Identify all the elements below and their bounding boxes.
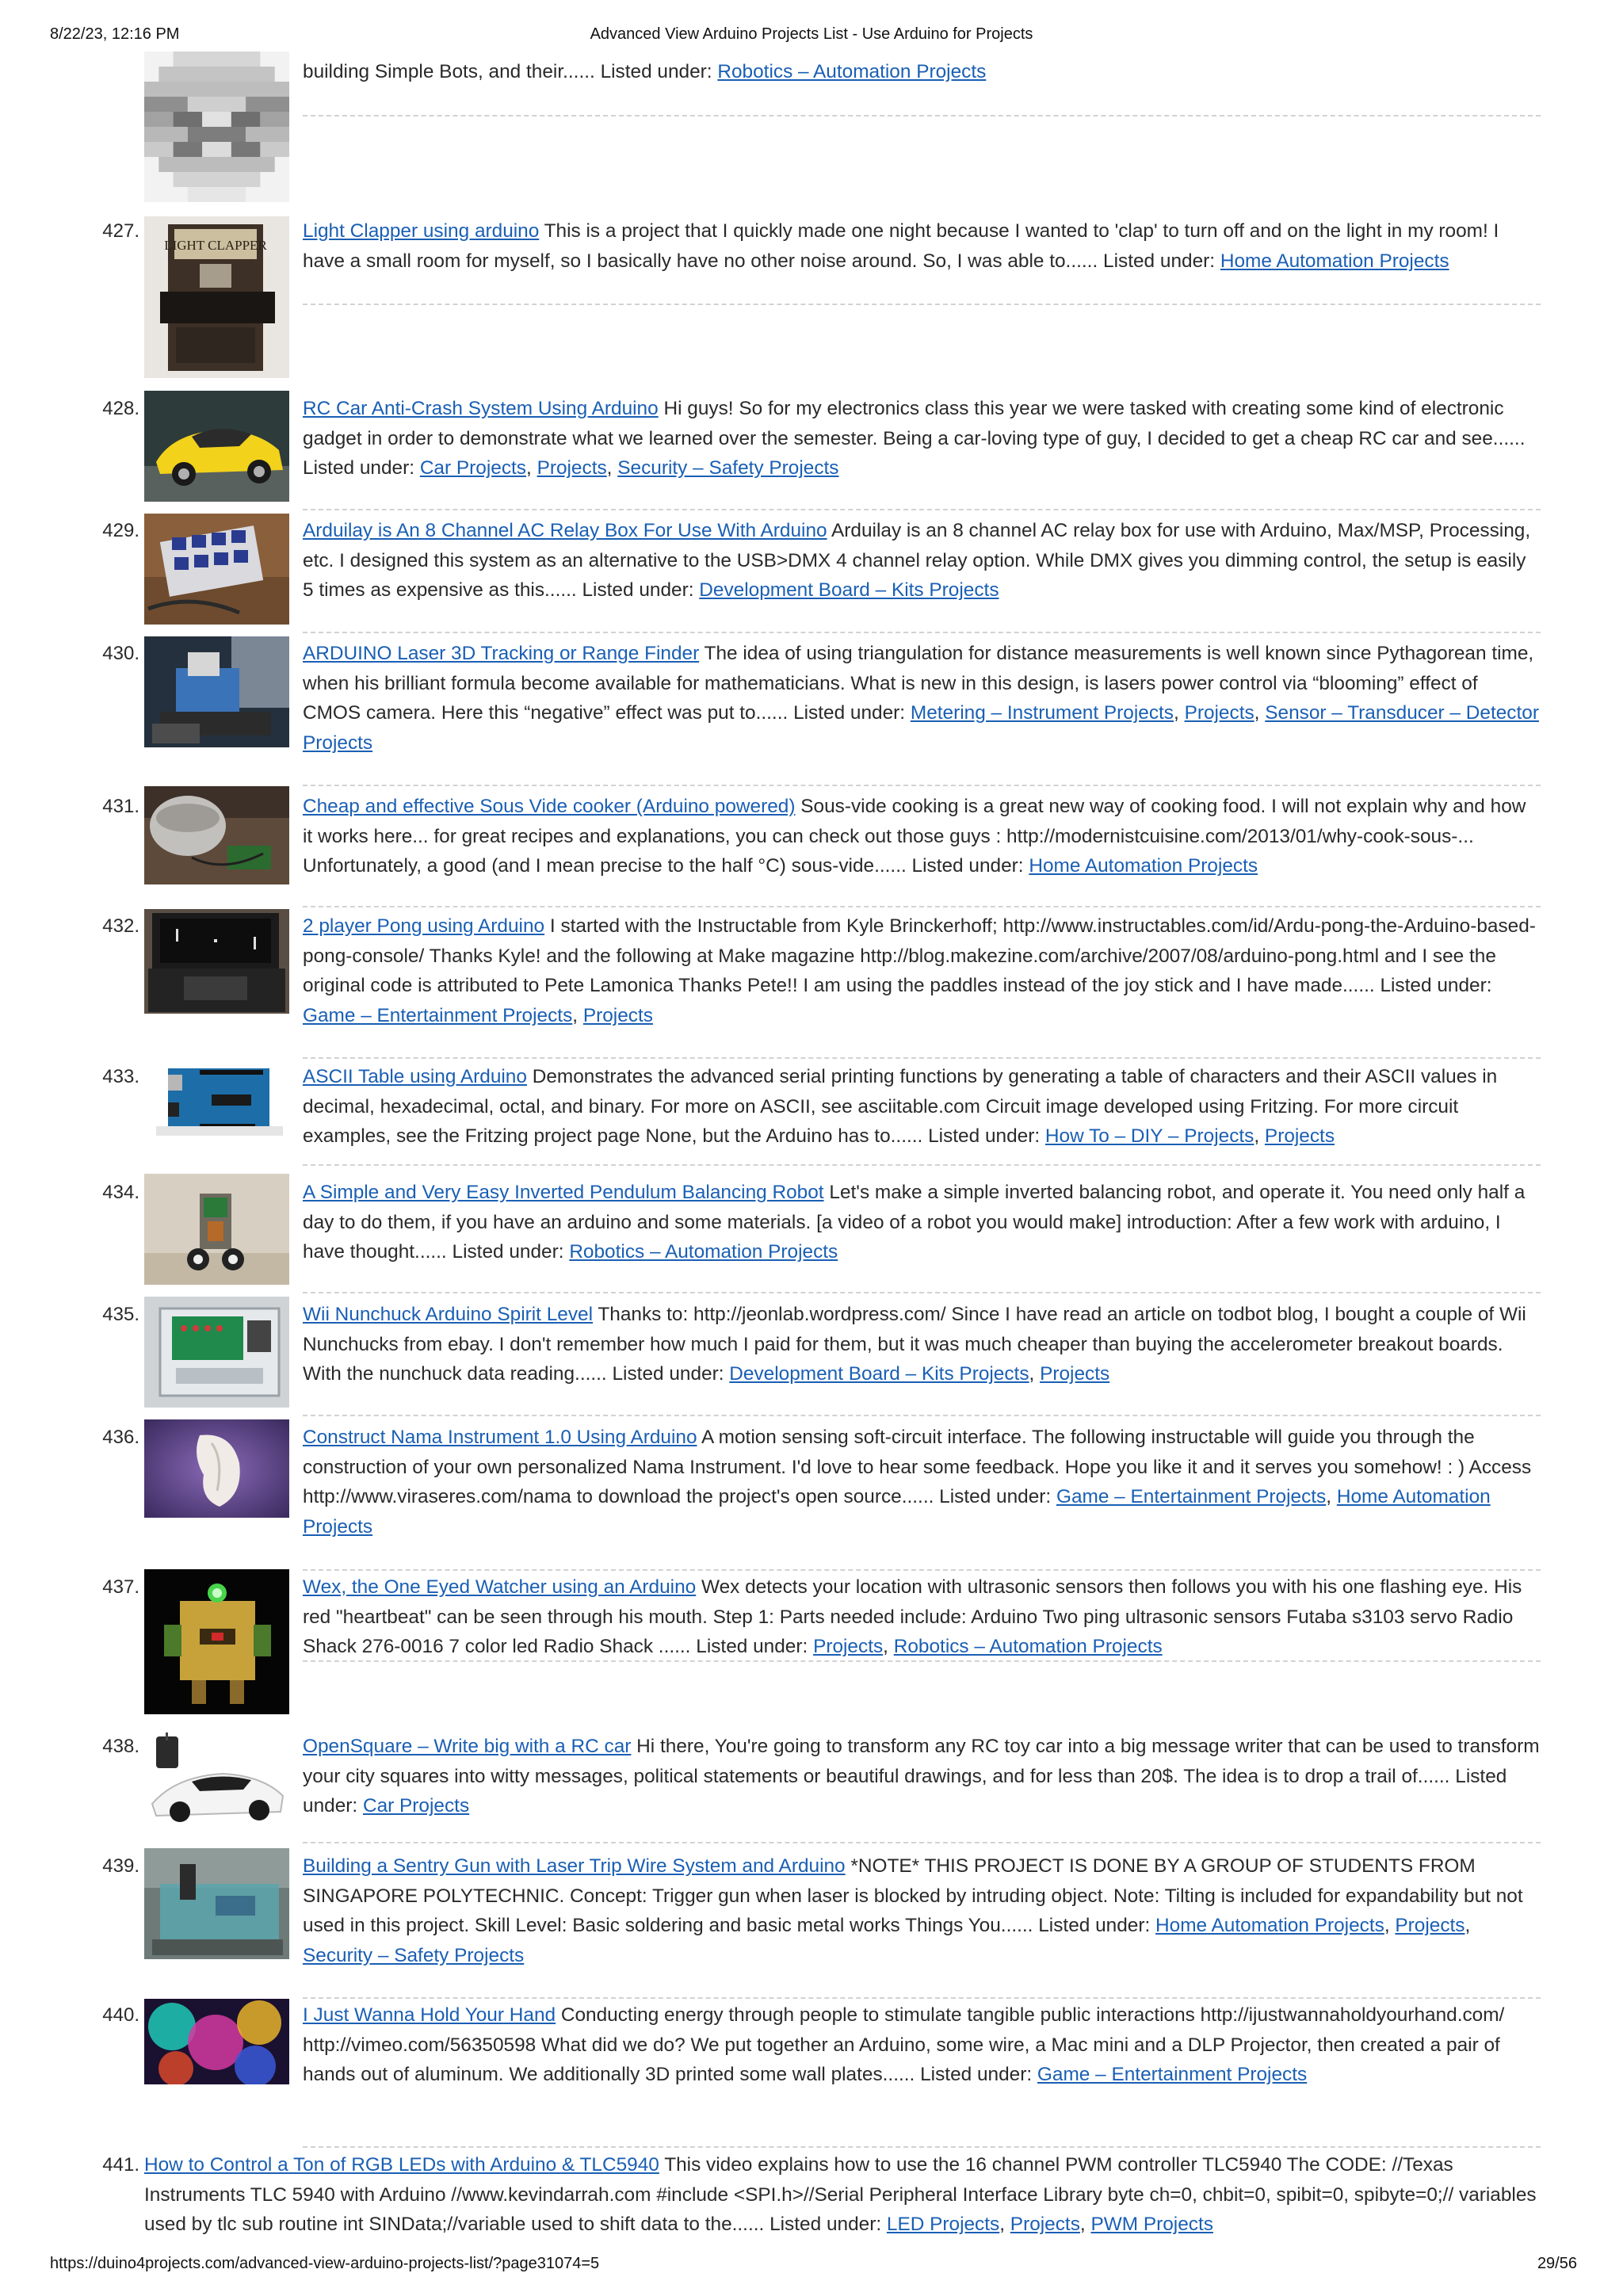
category-link[interactable]: Security – Safety Projects	[617, 457, 839, 479]
category-link[interactable]: PWM Projects	[1090, 2214, 1213, 2236]
svg-text:LIGHT CLAPPER: LIGHT CLAPPER	[164, 238, 267, 253]
entry-thumbnail[interactable]	[144, 909, 289, 1014]
entry-number: 436.	[102, 1427, 139, 1448]
category-link[interactable]: Robotics – Automation Projects	[893, 1636, 1163, 1658]
category-link[interactable]: Robotics – Automation Projects	[569, 1241, 838, 1263]
entry-description: Thanks to: http://jeonlab.wordpress.com/ Since I have read an article on todbot blog, I bought a couple of Wii Nunchucks from ebay. I don't remember how much I paid for them, but it was much cheaper than buying the accelerometer breakout boards. With the nunchuck data reading......	[303, 1304, 1526, 1385]
page-title: Advanced View Arduino Projects List - Use Arduino for Projects	[590, 25, 1033, 43]
listed-under-label: Listed under:	[452, 1241, 564, 1263]
entry-description: Wex detects your location with ultrasonic sensors then follows you with his one flashing eye. His red "heartbeat" can be seen through his mouth. Step 1: Parts needed include: Arduino Two ping ultrasonic sensors Futaba s3103 servo Radio Shack 276-0016 7 color led Radio Shack ......	[303, 1576, 1522, 1658]
entry-description: Conducting energy through people to stimulate tangible public interactions http://ijustwannaholdyourhand.com/ http://vimeo.com/56350598 What did we do? We put together an Arduino, some wire, a Mac mini and a DLP Projector, then created a pair of hands out of aluminum. We additionally 3D printed some wall plates......	[303, 2004, 1505, 2086]
entry-title-link[interactable]: 2 player Pong using Arduino	[303, 915, 545, 937]
entry-thumbnail[interactable]	[144, 1059, 289, 1138]
print-header	[0, 25, 1623, 49]
entry-description: building Simple Bots, and their......	[303, 61, 595, 82]
listed-under-label: Listed under:	[582, 579, 694, 602]
sentry-gun-photo	[144, 1848, 289, 1959]
entry-title-link[interactable]: A Simple and Very Easy Inverted Pendulum Balancing Robot	[303, 1182, 824, 1203]
print-date: 8/22/23, 12:16 PM	[50, 25, 180, 43]
entry-number: 433.	[102, 1066, 139, 1087]
balancing-robot-photo	[144, 1174, 289, 1285]
entry-title-link[interactable]: RC Car Anti-Crash System Using Arduino	[303, 398, 659, 419]
entry-number: 434.	[102, 1182, 139, 1203]
entry-number: 429.	[102, 520, 139, 541]
category-link[interactable]: Car Projects	[362, 1795, 470, 1817]
entry-description: Hi guys! So for my electronics class this year we were tasked with creating some kind of electronic gadget in order to demonstrate what we learned over the semester. Being a car-loving type of guy, I decided to get a cheap RC car and see......	[303, 398, 1526, 449]
entry-thumbnail[interactable]	[144, 786, 289, 884]
category-link[interactable]: LED Projects	[886, 2214, 1000, 2236]
divider	[303, 115, 1541, 117]
tv-pong-photo	[144, 909, 289, 1014]
entry-description: This video explains how to use the 16 channel PWM controller TLC5940 The CODE: //Texas Instruments TLC 5940 with Arduino //www.kevindarrah.com #include <SPI.h>//Serial Peripheral Interface Library byte ch=0, chbit=0, spibit=0, spibyte=0;// variables used by tlc sub routine int SINData;//variable used to shift data to the......	[144, 2154, 1537, 2236]
entry-title-link[interactable]: Cheap and effective Sous Vide cooker (Arduino powered)	[303, 796, 796, 817]
listed-under-label: Listed under:	[793, 702, 906, 724]
entry-description: Hi there, You're going to transform any RC toy car into a big message writer that can be used to transform your city squares into witty messages, political statements or beautiful drawings, and for less than 20$. The idea is to drop a trail of......	[303, 1736, 1540, 1787]
category-link[interactable]: Projects	[1184, 702, 1254, 724]
category-link[interactable]: Car Projects	[419, 457, 526, 479]
listed-under-label: Listed under:	[769, 2214, 882, 2236]
page-number: 29/56	[1537, 2255, 1577, 2272]
entry-title-link[interactable]: How to Control a Ton of RGB LEDs with Arduino & TLC5940	[144, 2154, 659, 2176]
entry-thumbnail[interactable]	[144, 1848, 289, 1959]
category-link[interactable]: Projects	[582, 1004, 653, 1026]
entry-description: A motion sensing soft-circuit interface. The following instructable will guide you through the construction of your own personalized Nama Instrument. I'd love to hear some feedback. Hope you like it and it serves you somehow! : ) Access http://www.viraseres.com/nama to download the project's open source......	[303, 1427, 1532, 1508]
divider	[303, 1660, 1541, 1662]
listed-under-label: Listed under:	[920, 2064, 1033, 2086]
entry-title-link[interactable]: Arduilay is An 8 Channel AC Relay Box For Use With Arduino	[303, 520, 827, 541]
entry-number: 432.	[102, 915, 139, 937]
category-link[interactable]: Development Board – Kits Projects	[699, 579, 999, 602]
entry-description: I started with the Instructable from Kyle Brinckerhoff; http://www.instructables.com/id/Ardu-pong-the-Arduino-based-pong-console/ Thanks Kyle! and the following at Make magazine http://blog.makezine.com/archive/2007/08/arduino-pong.html and I see the original code is attributed to Pete Lamonica Thanks Pete!! I am using the paddles instead of the joy stick and I have made......	[303, 915, 1536, 997]
listed-under-label: Listed under:	[1038, 1915, 1151, 1937]
divider	[303, 1842, 1541, 1843]
category-link[interactable]: Security – Safety Projects	[303, 1944, 525, 1966]
divider	[303, 785, 1541, 786]
divider	[303, 1164, 1541, 1166]
entry-description: Demonstrates the advanced serial printing functions by generating a table of characters and their ASCII values in decimal, hexadecimal, octal, and binary. For more on ASCII, see asciitable.com Circuit image developed using Fritzing. For more circuit examples, see the Fritzing project page None, but the Arduino has to......	[303, 1066, 1498, 1148]
listed-under-label: Listed under:	[303, 457, 415, 479]
arduino-board-illustration	[144, 1059, 289, 1138]
category-link[interactable]: Sensor – Transducer – Detector Projects	[303, 702, 1539, 754]
entry-description: Arduilay is an 8 channel AC relay box for use with Arduino, Max/MSP, Processing, etc. I designed this system as an alternative to the USB>DMX 4 channel relay option. While DMX gives you dimming control, the setup is easily 5 times as expensive as this......	[303, 520, 1531, 602]
listed-under-label: Listed under:	[612, 1363, 724, 1385]
category-link[interactable]: Game – Entertainment Projects	[1037, 2064, 1308, 2086]
category-link[interactable]: Projects	[1395, 1915, 1465, 1937]
category-link[interactable]: Robotics – Automation Projects	[717, 61, 987, 82]
entry-thumbnail[interactable]	[144, 1999, 289, 2084]
category-link[interactable]: Game – Entertainment Projects	[303, 1004, 573, 1026]
entry-title-link[interactable]: Wex, the One Eyed Watcher using an Arduino	[303, 1576, 697, 1598]
nama-instrument-photo	[144, 1419, 289, 1518]
one-eyed-robot-photo	[144, 1569, 289, 1714]
entry-number: 437.	[102, 1576, 139, 1598]
entry-number: 430.	[102, 643, 139, 664]
entry-thumbnail[interactable]	[144, 216, 289, 378]
white-rc-car-photo	[144, 1733, 289, 1831]
category-link[interactable]: Home Automation Projects	[1155, 1915, 1384, 1937]
entry-description: The idea of using triangulation for distance measurements is well known since Pythagorean time, when his brilliant formula become available for mathematicians. What is new in this design, is lasers power control via “blooming” effect of CMOS camera. Here this “negative” effect was put to......	[303, 643, 1534, 724]
category-link[interactable]: Home Automation Projects	[303, 1486, 1491, 1538]
divider	[303, 509, 1541, 510]
entry-thumbnail[interactable]	[144, 391, 289, 502]
spirit-level-photo	[144, 1297, 289, 1408]
divider	[303, 1057, 1541, 1059]
category-link[interactable]: Projects	[1264, 1125, 1335, 1148]
laser-tracker-photo	[144, 636, 289, 747]
relay-box-photo	[144, 514, 289, 625]
divider	[303, 632, 1541, 633]
listed-under-label: Listed under:	[1103, 250, 1216, 272]
category-link[interactable]: Projects	[813, 1636, 884, 1658]
entry-number: 440.	[102, 2004, 139, 2026]
divider	[303, 2146, 1541, 2148]
divider	[303, 1569, 1541, 1571]
category-link[interactable]: How To – DIY – Projects	[1044, 1125, 1254, 1148]
category-link[interactable]: Home Automation Projects	[1220, 250, 1449, 272]
listed-under-label: Listed under:	[911, 855, 1024, 877]
category-link[interactable]: Home Automation Projects	[1029, 855, 1258, 877]
listed-under-label: Listed under:	[939, 1486, 1052, 1508]
category-link[interactable]: Metering – Instrument Projects	[910, 702, 1174, 724]
entry-title-link[interactable]: OpenSquare – Write big with a RC car	[303, 1736, 632, 1757]
entry-title-link[interactable]: I Just Wanna Hold Your Hand	[303, 2004, 556, 2026]
entry-description: *NOTE* THIS PROJECT IS DONE BY A GROUP OF STUDENTS FROM SINGAPORE POLYTECHNIC. Concept: Trigger gun when laser is blocked by intruding object. Note: Tilting is included for expandability but not used in this project. Skill Level: Basic soldering and basic metal works Things You......	[303, 1855, 1523, 1937]
category-link[interactable]: Game – Entertainment Projects	[1056, 1486, 1327, 1508]
entry-number: 428.	[102, 398, 139, 419]
entry-title-link[interactable]: Building a Sentry Gun with Laser Trip Wire System and Arduino	[303, 1855, 846, 1877]
divider	[303, 1292, 1541, 1293]
entry-title-link[interactable]: ASCII Table using Arduino	[303, 1066, 527, 1087]
entry-thumbnail[interactable]	[144, 1297, 289, 1408]
sous-vide-cooker-photo	[144, 786, 289, 884]
entry-title-link[interactable]: ARDUINO Laser 3D Tracking or Range Finder	[303, 643, 700, 664]
category-link[interactable]: Projects	[537, 457, 607, 479]
category-link[interactable]: Projects	[1010, 2214, 1080, 2236]
entry-title-link[interactable]: Construct Nama Instrument 1.0 Using Arduino	[303, 1427, 697, 1448]
entry-number: 441.	[102, 2154, 139, 2176]
entry-title-link[interactable]: Light Clapper using arduino	[303, 220, 540, 242]
listed-under-label: Listed under:	[696, 1636, 808, 1658]
entry-thumbnail[interactable]	[144, 1733, 289, 1831]
entry-number: 439.	[102, 1855, 139, 1877]
entry-number: 435.	[102, 1304, 139, 1325]
colorful-projection-photo	[144, 1999, 289, 2084]
divider	[303, 304, 1541, 305]
entry-number: 427.	[102, 220, 139, 242]
entry-thumbnail[interactable]	[144, 52, 289, 202]
divider	[303, 1415, 1541, 1416]
entry-thumbnail[interactable]	[144, 514, 289, 625]
listed-under-label: Listed under:	[600, 61, 712, 82]
divider	[303, 1997, 1541, 1999]
light-clapper-box-photo	[144, 216, 289, 378]
entry-thumbnail[interactable]	[144, 1174, 289, 1285]
yellow-sports-car-photo	[144, 391, 289, 502]
entry-thumbnail[interactable]	[144, 1419, 289, 1518]
entry-title-link[interactable]: Wii Nunchuck Arduino Spirit Level	[303, 1304, 594, 1325]
listed-under-label: Listed under:	[1380, 975, 1492, 997]
pixelated-placeholder-icon	[144, 52, 289, 202]
category-link[interactable]: Development Board – Kits Projects	[729, 1363, 1029, 1385]
entry-description: This is a project that I quickly made one night because I wanted to 'clap' to turn off and on the light in my room! I have a small room for myself, so I basically have no other noise around. So, I was able to......	[303, 220, 1499, 272]
entry-number: 431.	[102, 796, 139, 817]
entry-thumbnail[interactable]	[144, 1569, 289, 1714]
listed-under-label: Listed under:	[928, 1125, 1041, 1148]
page-url: https://duino4projects.com/advanced-view-arduino-projects-list/?page31074=5	[50, 2255, 600, 2272]
entry-description: Sous-vide cooking is a great new way of cooking food. I will not explain why and how it works here... for great recipes and explanations, you can check out those guys : http://modernistcuisine.com/2013/01/why-cook-sous-... Unfortunately, a good (and I mean precise to the half °C) sous-vide......	[303, 796, 1526, 877]
entry-number: 438.	[102, 1736, 139, 1757]
listed-under-label: Listed under:	[303, 1765, 1507, 1817]
divider	[303, 906, 1541, 907]
entry-description: Let's make a simple inverted balancing robot, and operate it. You need only half a day to do them, if you have an arduino and some materials. [a video of a robot you would make] introduction: After a few work with arduino, I have thought......	[303, 1182, 1526, 1263]
print-footer	[0, 2255, 1623, 2279]
entry-thumbnail[interactable]	[144, 636, 289, 747]
category-link[interactable]: Projects	[1040, 1363, 1110, 1385]
